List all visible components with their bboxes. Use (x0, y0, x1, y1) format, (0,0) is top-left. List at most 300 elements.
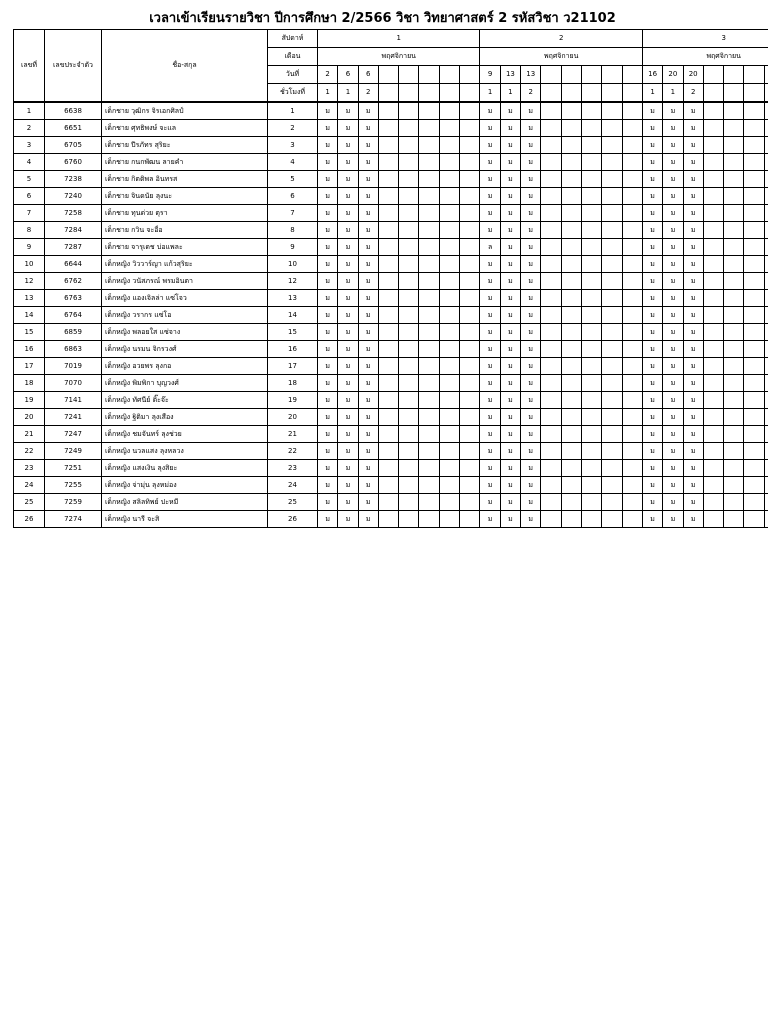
attendance-mark: ม (683, 392, 703, 409)
attendance-empty (561, 154, 581, 171)
student-no: 26 (14, 511, 45, 528)
period-cell (439, 84, 459, 103)
header-week-label: สัปดาห์ (268, 30, 318, 48)
attendance-mark: ม (338, 341, 358, 358)
attendance-empty (703, 171, 723, 188)
attendance-empty (561, 460, 581, 477)
table-header (14, 30, 768, 103)
student-id: 6859 (45, 324, 102, 341)
attendance-empty (378, 205, 398, 222)
attendance-empty (378, 171, 398, 188)
attendance-mark: ม (642, 273, 662, 290)
attendance-empty (378, 324, 398, 341)
period-cell (744, 84, 764, 103)
attendance-mark: ม (358, 443, 378, 460)
attendance-empty (703, 120, 723, 137)
day-cell (561, 66, 581, 84)
student-name: เด็กหญิง ฐิติมา ลุงเสือง (102, 409, 268, 426)
attendance-mark: ม (480, 137, 500, 154)
attendance-mark: ม (663, 205, 683, 222)
attendance-mark: ม (663, 102, 683, 120)
attendance-empty (541, 460, 561, 477)
student-name: เด็กหญิง นารี จะสิ (102, 511, 268, 528)
attendance-mark: ม (521, 341, 541, 358)
attendance-empty (764, 375, 768, 392)
attendance-mark: ม (358, 341, 378, 358)
attendance-empty (460, 205, 480, 222)
attendance-empty (703, 239, 723, 256)
attendance-empty (764, 137, 768, 154)
student-id: 7251 (45, 460, 102, 477)
day-cell (378, 66, 398, 84)
attendance-empty (561, 392, 581, 409)
attendance-empty (419, 137, 439, 154)
attendance-mark: ม (683, 307, 703, 324)
attendance-mark: ม (683, 443, 703, 460)
attendance-empty (541, 222, 561, 239)
attendance-empty (561, 341, 581, 358)
attendance-empty (744, 358, 764, 375)
attendance-empty (581, 358, 601, 375)
attendance-empty (439, 188, 459, 205)
attendance-mark: ม (500, 273, 520, 290)
attendance-empty (378, 392, 398, 409)
attendance-mark: ม (683, 171, 703, 188)
attendance-mark: ม (358, 426, 378, 443)
attendance-mark: ม (358, 256, 378, 273)
attendance-empty (744, 392, 764, 409)
attendance-empty (724, 239, 744, 256)
period-cell (541, 84, 561, 103)
attendance-empty (703, 341, 723, 358)
attendance-mark: ม (683, 290, 703, 307)
attendance-empty (561, 256, 581, 273)
attendance-empty (602, 154, 622, 171)
attendance-empty (561, 443, 581, 460)
table-row (14, 154, 768, 171)
student-id: 6764 (45, 307, 102, 324)
attendance-mark: ม (521, 171, 541, 188)
attendance-empty (399, 256, 419, 273)
attendance-empty (541, 290, 561, 307)
attendance-empty (744, 307, 764, 324)
student-name: เด็กหญิง ชมจันทร์ ลุงช่วย (102, 426, 268, 443)
attendance-empty (602, 222, 622, 239)
attendance-empty (378, 256, 398, 273)
attendance-empty (622, 426, 642, 443)
attendance-mark: ม (358, 205, 378, 222)
student-no: 19 (14, 392, 45, 409)
attendance-empty (419, 290, 439, 307)
attendance-empty (764, 102, 768, 120)
header-period-label: ชั่วโมงที่ (268, 84, 318, 103)
student-seq: 9 (268, 239, 318, 256)
attendance-mark: ม (480, 358, 500, 375)
attendance-empty (419, 460, 439, 477)
attendance-empty (419, 171, 439, 188)
student-seq: 15 (268, 324, 318, 341)
attendance-empty (703, 511, 723, 528)
student-seq: 6 (268, 188, 318, 205)
period-cell (622, 84, 642, 103)
attendance-empty (439, 460, 459, 477)
attendance-mark: ม (500, 239, 520, 256)
week-month: พฤศจิกายน (318, 48, 480, 66)
table-row (14, 494, 768, 511)
attendance-empty (541, 102, 561, 120)
attendance-mark: ม (521, 273, 541, 290)
attendance-mark: ม (358, 137, 378, 154)
attendance-empty (581, 392, 601, 409)
attendance-mark: ม (338, 426, 358, 443)
attendance-empty (724, 460, 744, 477)
student-name: เด็กชาย ศุทธิพงษ์ จะแล (102, 120, 268, 137)
student-id: 7274 (45, 511, 102, 528)
attendance-mark: ม (338, 222, 358, 239)
attendance-mark: ม (521, 290, 541, 307)
attendance-empty (439, 171, 459, 188)
table-body (14, 102, 768, 528)
attendance-empty (602, 375, 622, 392)
attendance-mark: ม (358, 324, 378, 341)
attendance-mark: ม (683, 273, 703, 290)
attendance-empty (561, 273, 581, 290)
attendance-empty (561, 409, 581, 426)
attendance-mark: ม (480, 256, 500, 273)
attendance-empty (602, 477, 622, 494)
attendance-mark: ม (480, 102, 500, 120)
attendance-mark: ม (663, 494, 683, 511)
attendance-empty (541, 120, 561, 137)
attendance-empty (581, 511, 601, 528)
attendance-empty (561, 426, 581, 443)
period-cell: 1 (318, 84, 338, 103)
attendance-empty (581, 154, 601, 171)
table-row (14, 460, 768, 477)
attendance-empty (703, 205, 723, 222)
header-day-label: วันที่ (268, 66, 318, 84)
table-row (14, 239, 768, 256)
attendance-empty (399, 120, 419, 137)
attendance-empty (399, 205, 419, 222)
attendance-mark: ม (642, 392, 662, 409)
attendance-empty (419, 273, 439, 290)
attendance-mark: ม (642, 222, 662, 239)
day-cell: 2 (318, 66, 338, 84)
attendance-mark: ม (663, 375, 683, 392)
attendance-mark: ม (338, 171, 358, 188)
attendance-mark: ม (338, 154, 358, 171)
attendance-mark: ม (683, 222, 703, 239)
attendance-empty (724, 154, 744, 171)
attendance-mark: ม (642, 358, 662, 375)
attendance-mark: ม (358, 358, 378, 375)
attendance-mark: ม (521, 477, 541, 494)
attendance-empty (439, 222, 459, 239)
table-row (14, 426, 768, 443)
attendance-mark: ม (338, 307, 358, 324)
attendance-mark: ม (663, 426, 683, 443)
student-no: 25 (14, 494, 45, 511)
attendance-empty (439, 307, 459, 324)
attendance-mark: ม (642, 341, 662, 358)
attendance-empty (419, 375, 439, 392)
student-name: เด็กหญิง สลิลทิพย์ ปะหมี (102, 494, 268, 511)
attendance-mark: ม (358, 120, 378, 137)
attendance-empty (541, 358, 561, 375)
student-name: เด็กหญิง แสงเงิน ลุงสิยะ (102, 460, 268, 477)
period-cell: 1 (500, 84, 520, 103)
attendance-mark: ม (521, 137, 541, 154)
attendance-empty (764, 511, 768, 528)
student-id: 6705 (45, 137, 102, 154)
attendance-mark: ม (500, 307, 520, 324)
attendance-empty (399, 511, 419, 528)
attendance-mark: ม (642, 494, 662, 511)
attendance-empty (764, 154, 768, 171)
attendance-empty (724, 443, 744, 460)
attendance-empty (764, 307, 768, 324)
attendance-empty (724, 341, 744, 358)
period-cell: 2 (358, 84, 378, 103)
period-cell (703, 84, 723, 103)
attendance-mark: ม (338, 324, 358, 341)
attendance-empty (764, 443, 768, 460)
attendance-mark: ม (318, 171, 338, 188)
attendance-empty (439, 443, 459, 460)
attendance-empty (419, 409, 439, 426)
attendance-empty (561, 205, 581, 222)
attendance-mark: ม (500, 188, 520, 205)
attendance-mark: ม (521, 120, 541, 137)
attendance-mark: ม (521, 392, 541, 409)
student-no: 13 (14, 290, 45, 307)
student-name: เด็กชาย กิตติพล อินทรส (102, 171, 268, 188)
student-seq: 1 (268, 102, 318, 120)
student-seq: 21 (268, 426, 318, 443)
attendance-empty (460, 188, 480, 205)
attendance-mark: ม (663, 324, 683, 341)
week-month: พฤศจิกายน (480, 48, 642, 66)
attendance-empty (378, 494, 398, 511)
attendance-empty (419, 477, 439, 494)
student-no: 15 (14, 324, 45, 341)
attendance-mark: ม (338, 120, 358, 137)
attendance-empty (399, 460, 419, 477)
attendance-empty (541, 477, 561, 494)
attendance-empty (602, 290, 622, 307)
attendance-empty (561, 120, 581, 137)
attendance-mark: ม (642, 290, 662, 307)
attendance-empty (744, 205, 764, 222)
attendance-mark: ม (500, 392, 520, 409)
table-row (14, 188, 768, 205)
attendance-mark: ม (663, 171, 683, 188)
day-cell (744, 66, 764, 84)
attendance-mark: ม (358, 460, 378, 477)
attendance-empty (541, 511, 561, 528)
period-cell (724, 84, 744, 103)
attendance-empty (378, 120, 398, 137)
attendance-mark: ม (480, 222, 500, 239)
attendance-mark: ม (500, 409, 520, 426)
student-id: 6638 (45, 102, 102, 120)
attendance-empty (602, 511, 622, 528)
day-cell (602, 66, 622, 84)
attendance-empty (439, 102, 459, 120)
attendance-empty (724, 511, 744, 528)
table-row (14, 477, 768, 494)
period-cell: 1 (338, 84, 358, 103)
attendance-mark: ม (663, 256, 683, 273)
attendance-empty (602, 171, 622, 188)
attendance-mark: ม (338, 511, 358, 528)
attendance-mark: ม (318, 409, 338, 426)
attendance-empty (703, 222, 723, 239)
attendance-mark: ม (663, 392, 683, 409)
attendance-empty (622, 511, 642, 528)
attendance-empty (602, 256, 622, 273)
attendance-mark: ม (521, 222, 541, 239)
attendance-empty (581, 137, 601, 154)
attendance-empty (399, 273, 419, 290)
student-id: 7255 (45, 477, 102, 494)
attendance-mark: ม (642, 324, 662, 341)
attendance-empty (622, 120, 642, 137)
attendance-mark: ม (642, 511, 662, 528)
attendance-empty (602, 409, 622, 426)
attendance-mark: ม (500, 375, 520, 392)
student-name: เด็กหญิง ทัศนีย์ ติ๊ะจ๊ะ (102, 392, 268, 409)
attendance-empty (764, 171, 768, 188)
attendance-empty (744, 256, 764, 273)
attendance-mark: ม (480, 273, 500, 290)
attendance-empty (724, 307, 744, 324)
attendance-empty (541, 341, 561, 358)
attendance-mark: ม (663, 477, 683, 494)
attendance-empty (419, 324, 439, 341)
attendance-mark: ม (663, 290, 683, 307)
attendance-empty (541, 426, 561, 443)
attendance-empty (724, 171, 744, 188)
student-no: 21 (14, 426, 45, 443)
period-cell: 1 (642, 84, 662, 103)
attendance-empty (581, 426, 601, 443)
student-name: เด็กหญิง พลอยใส แซ่จาง (102, 324, 268, 341)
attendance-empty (561, 188, 581, 205)
attendance-mark: ม (642, 171, 662, 188)
student-seq: 3 (268, 137, 318, 154)
attendance-mark: ม (663, 188, 683, 205)
attendance-empty (460, 120, 480, 137)
attendance-empty (602, 358, 622, 375)
attendance-empty (622, 171, 642, 188)
attendance-mark: ม (358, 409, 378, 426)
attendance-empty (419, 102, 439, 120)
attendance-empty (744, 409, 764, 426)
student-id: 7238 (45, 171, 102, 188)
day-cell (581, 66, 601, 84)
attendance-empty (744, 120, 764, 137)
attendance-empty (724, 102, 744, 120)
attendance-mark: ม (683, 324, 703, 341)
attendance-empty (622, 290, 642, 307)
attendance-sheet (13, 8, 752, 528)
attendance-empty (378, 222, 398, 239)
attendance-mark: ม (318, 205, 338, 222)
attendance-empty (744, 137, 764, 154)
attendance-empty (460, 273, 480, 290)
attendance-mark: ม (642, 154, 662, 171)
attendance-empty (460, 256, 480, 273)
attendance-mark: ม (521, 239, 541, 256)
attendance-empty (622, 256, 642, 273)
table-row (14, 256, 768, 273)
student-name: เด็กชาย จินดนัย ลุงนะ (102, 188, 268, 205)
attendance-mark: ม (358, 511, 378, 528)
attendance-empty (460, 222, 480, 239)
attendance-mark: ม (642, 460, 662, 477)
period-cell (764, 84, 768, 103)
attendance-mark: ม (358, 188, 378, 205)
student-no: 14 (14, 307, 45, 324)
attendance-mark: ม (500, 171, 520, 188)
student-seq: 25 (268, 494, 318, 511)
attendance-empty (419, 341, 439, 358)
attendance-mark: ม (663, 120, 683, 137)
attendance-empty (581, 375, 601, 392)
attendance-empty (764, 392, 768, 409)
attendance-empty (581, 307, 601, 324)
attendance-mark: ม (521, 443, 541, 460)
attendance-mark: ม (642, 102, 662, 120)
attendance-mark: ม (663, 137, 683, 154)
attendance-empty (744, 341, 764, 358)
attendance-empty (622, 188, 642, 205)
student-id: 7070 (45, 375, 102, 392)
attendance-empty (724, 137, 744, 154)
attendance-mark: ม (642, 409, 662, 426)
attendance-empty (378, 341, 398, 358)
student-seq: 7 (268, 205, 318, 222)
attendance-empty (581, 443, 601, 460)
week-number: 3 (642, 30, 768, 48)
student-name: เด็กหญิง วรากร แซ่โอ (102, 307, 268, 324)
student-name: เด็กหญิง นรมน จิกรวงศ์ (102, 341, 268, 358)
attendance-mark: ม (500, 205, 520, 222)
table-row (14, 290, 768, 307)
attendance-mark: ม (663, 409, 683, 426)
attendance-mark: ม (480, 188, 500, 205)
period-cell (581, 84, 601, 103)
attendance-mark: ม (521, 324, 541, 341)
student-name: เด็กชาย ปีรภัทร สุริยะ (102, 137, 268, 154)
attendance-empty (541, 494, 561, 511)
attendance-mark: ม (642, 205, 662, 222)
attendance-empty (439, 341, 459, 358)
attendance-mark: ม (480, 341, 500, 358)
student-no: 17 (14, 358, 45, 375)
table-row (14, 307, 768, 324)
attendance-empty (581, 120, 601, 137)
attendance-empty (703, 137, 723, 154)
attendance-mark: ม (480, 375, 500, 392)
attendance-mark: ม (338, 188, 358, 205)
attendance-empty (439, 205, 459, 222)
attendance-mark: ม (318, 188, 338, 205)
attendance-empty (602, 205, 622, 222)
student-seq: 18 (268, 375, 318, 392)
